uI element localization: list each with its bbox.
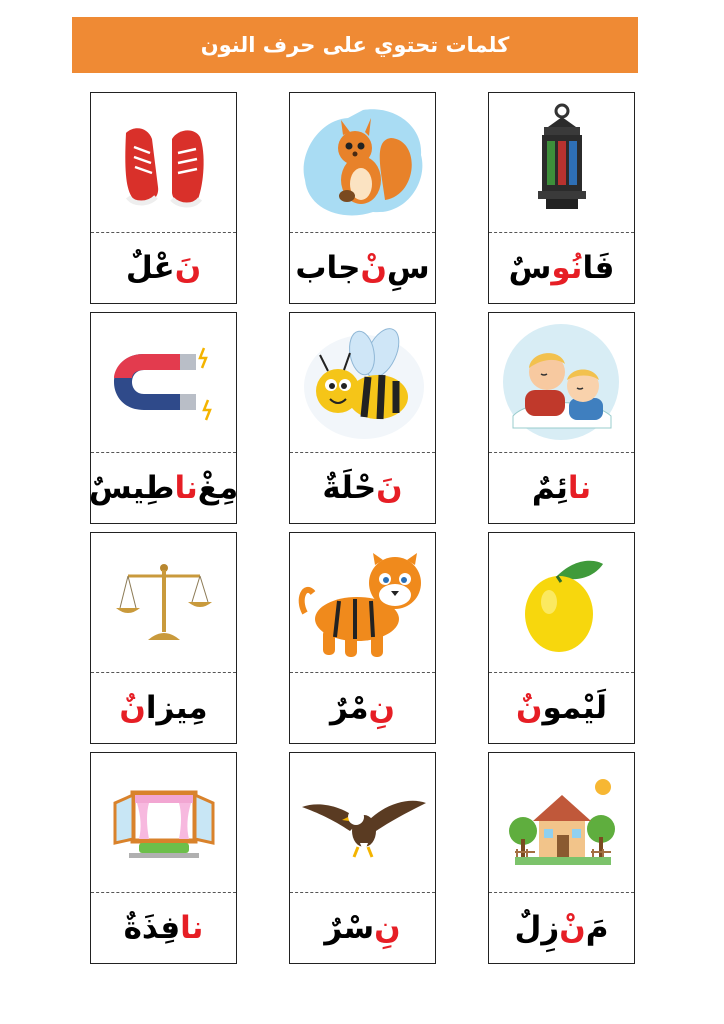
word-card-sinjab [289, 92, 436, 304]
nun-letter: نا [174, 470, 198, 506]
word-card-mizan [90, 532, 237, 744]
balance-scale-icon [91, 533, 236, 673]
word-sinjab [290, 233, 435, 303]
page-title-banner [72, 17, 638, 73]
word-segment: زِلٌ [514, 910, 560, 946]
word-segment: لَيْمو [542, 690, 607, 726]
word-nasr [290, 893, 435, 963]
word-fanous [489, 233, 634, 303]
lantern-icon [489, 93, 634, 233]
word-card-nahla [289, 312, 436, 524]
tiger-icon [290, 533, 435, 673]
word-maghnatis [88, 453, 239, 523]
bee-icon [290, 313, 435, 453]
word-card-grid [89, 92, 635, 964]
word-segment: جاب [295, 250, 361, 286]
word-segment: حْلَةٌ [322, 470, 377, 506]
nun-letter: نُو [551, 250, 583, 286]
nun-letter: نْ [559, 910, 586, 946]
nun-letter: نا [180, 910, 204, 946]
word-card-namir [289, 532, 436, 744]
word-segment: مِيزا [145, 690, 208, 726]
word-namir [290, 673, 435, 743]
squirrel-icon [290, 93, 435, 233]
word-segment: عْلٌ [125, 250, 175, 286]
word-naim [489, 453, 634, 523]
word-nahla [290, 453, 435, 523]
word-segment: سِ [386, 250, 430, 286]
lemon-icon [489, 533, 634, 673]
word-mizan [91, 673, 236, 743]
word-segment: ئِمٌ [531, 470, 568, 506]
word-card-naal [90, 92, 237, 304]
word-laymoun [489, 673, 634, 743]
word-segment: مْرٌ [330, 690, 369, 726]
word-card-naim [488, 312, 635, 524]
word-nafitha [91, 893, 236, 963]
nun-letter: نَ [174, 250, 202, 286]
word-segment: فِذَةٌ [123, 910, 181, 946]
window-icon [91, 753, 236, 893]
nun-letter: نٌ [516, 690, 543, 726]
nun-letter: نا [567, 470, 592, 506]
house-icon [489, 753, 634, 893]
word-card-fanous [488, 92, 635, 304]
sneakers-icon [91, 93, 236, 233]
word-naal [91, 233, 236, 303]
word-segment: مِغْ [197, 470, 239, 506]
word-card-manzil [488, 752, 635, 964]
sleeping-kids-icon [489, 313, 634, 453]
eagle-icon [290, 753, 435, 893]
nun-letter: نٌ [119, 690, 146, 726]
magnet-icon [91, 313, 236, 453]
nun-letter: نَ [376, 470, 403, 506]
word-card-nafitha [90, 752, 237, 964]
word-card-laymoun [488, 532, 635, 744]
word-segment: طِيسٌ [88, 470, 175, 506]
word-card-nasr [289, 752, 436, 964]
nun-letter: نِ [368, 690, 395, 726]
nun-letter: نْ [360, 250, 387, 286]
word-manzil [489, 893, 634, 963]
word-segment: سْرٌ [324, 910, 375, 946]
word-segment: سٌ [508, 250, 552, 286]
word-card-maghnatis [90, 312, 237, 524]
page-title: كلمات تحتوي على حرف النون [200, 33, 510, 57]
word-segment: مَ [585, 910, 609, 946]
word-segment: فَا [582, 250, 615, 286]
nun-letter: نِ [374, 910, 401, 946]
